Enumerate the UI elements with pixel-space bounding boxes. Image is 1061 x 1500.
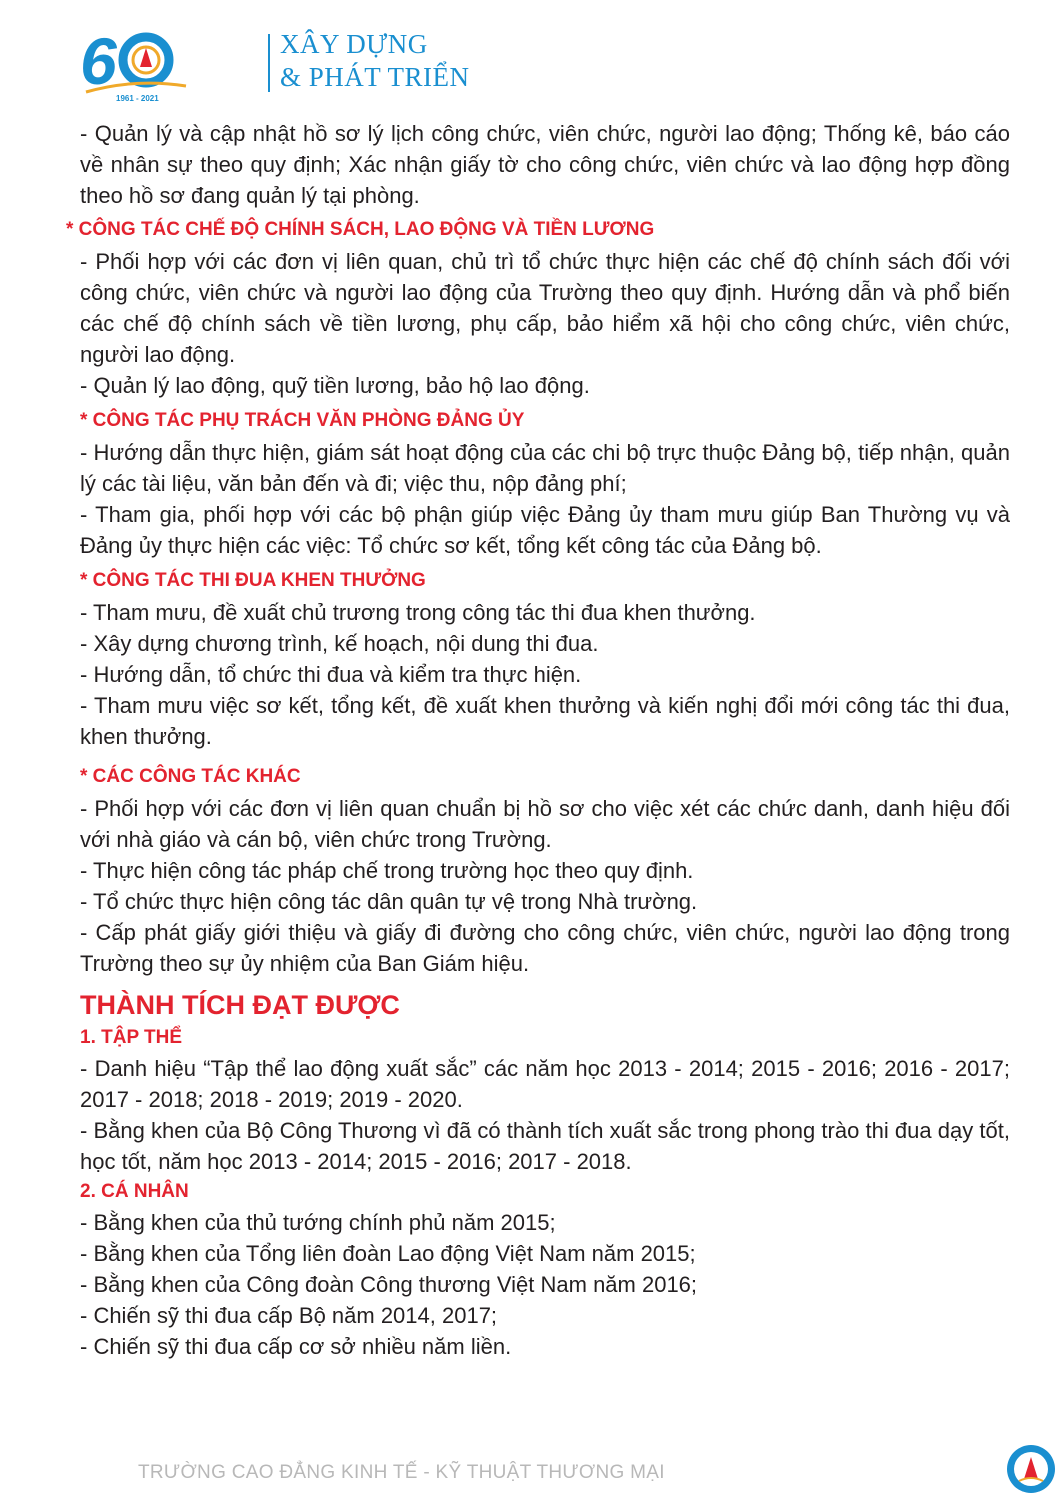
list-item: - Danh hiệu “Tập thể lao động xuất sắc” các năm học 2013 - 2014; 2015 - 2016; 2016 - 2017; 2017 - 2018; 2018 - 2019; 2019 - 2020. xyxy=(80,1056,1010,1112)
list-item: - Tham mưu, đề xuất chủ trương trong công tác thi đua khen thưởng. xyxy=(80,600,756,625)
list-item: - Phối hợp với các đơn vị liên quan chuẩn bị hồ sơ cho việc xét các chức danh, danh hiệu đối với nhà giáo và cán bộ, viên chức trong Trường. xyxy=(80,796,1010,852)
list-item: - Phối hợp với các đơn vị liên quan, chủ trì tổ chức thực hiện các chế độ chính sách đối với công chức, viên chức và người lao động của Trường theo quy định. Hướng dẫn và phổ biến các chế độ chính sách về tiền lương, phụ cấp, bảo hiểm xã hội cho công chức, viên chức, người lao động. xyxy=(80,249,1010,367)
list-item: - Bằng khen của Bộ Công Thương vì đã có thành tích xuất sắc trong phong trào thi đua dạy tốt, học tốt, năm học 2013 - 2014; 2015 - 2016; 2017 - 2018. xyxy=(80,1118,1010,1174)
section-title: * CÔNG TÁC CHẾ ĐỘ CHÍNH SÁCH, LAO ĐỘNG VÀ TIỀN LƯƠNG xyxy=(66,219,655,240)
header-divider xyxy=(268,34,270,92)
group-title-individual: 2. CÁ NHÂN xyxy=(80,1181,189,1202)
list-item: - Chiến sỹ thi đua cấp cơ sở nhiều năm liền. xyxy=(80,1334,512,1359)
achievements-section xyxy=(80,987,1010,1362)
list-item: - Thực hiện công tác pháp chế trong trường học theo quy định. xyxy=(80,858,694,883)
list-item: - Hướng dẫn thực hiện, giám sát hoạt động của các chi bộ trực thuộc Đảng bộ, tiếp nhận, quản lý các tài liệu, văn bản đến và đi; việc thu, nộp đảng phí; xyxy=(80,440,1010,496)
group-title-collective: 1. TẬP THỂ xyxy=(80,1027,183,1048)
section-salary-policy xyxy=(66,217,1010,401)
list-item: - Quản lý lao động, quỹ tiền lương, bảo hộ lao động. xyxy=(80,373,590,398)
svg-text:6: 6 xyxy=(80,24,117,98)
section-other-tasks xyxy=(80,764,1010,979)
list-item: - Xây dựng chương trình, kế hoạch, nội dung thi đua. xyxy=(80,631,599,656)
section-title: * CÔNG TÁC PHỤ TRÁCH VĂN PHÒNG ĐẢNG ỦY xyxy=(80,410,525,431)
header-title xyxy=(280,28,470,94)
section-title: * CÁC CÔNG TÁC KHÁC xyxy=(80,766,301,787)
page-content xyxy=(66,118,1010,1362)
school-seal-icon xyxy=(1005,1443,1057,1495)
list-item: - Bằng khen của Công đoàn Công thương Việt Nam năm 2016; xyxy=(80,1272,698,1297)
intro-paragraph: - Quản lý và cập nhật hồ sơ lý lịch công chức, viên chức, người lao động; Thống kê, báo cáo về nhân sự theo quy định; Xác nhận giấy tờ cho công chức, viên chức và lao động hợp đồng theo hồ sơ đang quản lý tại phòng. xyxy=(80,121,1010,208)
list-item: - Cấp phát giấy giới thiệu và giấy đi đường cho công chức, viên chức, người lao động trong Trường theo sự ủy nhiệm của Ban Giám hiệu. xyxy=(80,920,1010,976)
anniversary-60-logo-icon xyxy=(80,22,190,102)
list-item: - Tổ chức thực hiện công tác dân quân tự vệ trong Nhà trường. xyxy=(80,889,698,914)
list-item: - Bằng khen của thủ tướng chính phủ năm 2015; xyxy=(80,1210,556,1235)
section-title: * CÔNG TÁC THI ĐUA KHEN THƯỞNG xyxy=(80,570,426,591)
page-header xyxy=(80,22,500,102)
footer-school-name: TRƯỜNG CAO ĐẲNG KINH TẾ - KỸ THUẬT THƯƠNG MẠI xyxy=(138,1462,665,1483)
header-title-line2: & PHÁT TRIỂN xyxy=(280,62,470,92)
list-item: - Tham gia, phối hợp với các bộ phận giúp việc Đảng ủy tham mưu giúp Ban Thường vụ và Đảng ủy thực hiện các việc: Tổ chức sơ kết, tổng kết công tác của Đảng bộ. xyxy=(80,502,1010,558)
achievements-title: THÀNH TÍCH ĐẠT ĐƯỢC xyxy=(80,990,400,1020)
list-item: - Hướng dẫn, tổ chức thi đua và kiểm tra thực hiện. xyxy=(80,662,582,687)
list-item: - Chiến sỹ thi đua cấp Bộ năm 2014, 2017; xyxy=(80,1303,498,1328)
logo-years: 1961 - 2021 xyxy=(116,94,159,102)
header-title-line1: XÂY DỰNG xyxy=(280,29,428,59)
list-item: - Bằng khen của Tổng liên đoàn Lao động Việt Nam năm 2015; xyxy=(80,1241,696,1266)
section-party-office xyxy=(80,408,1010,561)
list-item: - Tham mưu việc sơ kết, tổng kết, đề xuất khen thưởng và kiến nghị đổi mới công tác thi đua, khen thưởng. xyxy=(80,693,1010,749)
section-emulation-reward xyxy=(80,568,1010,752)
